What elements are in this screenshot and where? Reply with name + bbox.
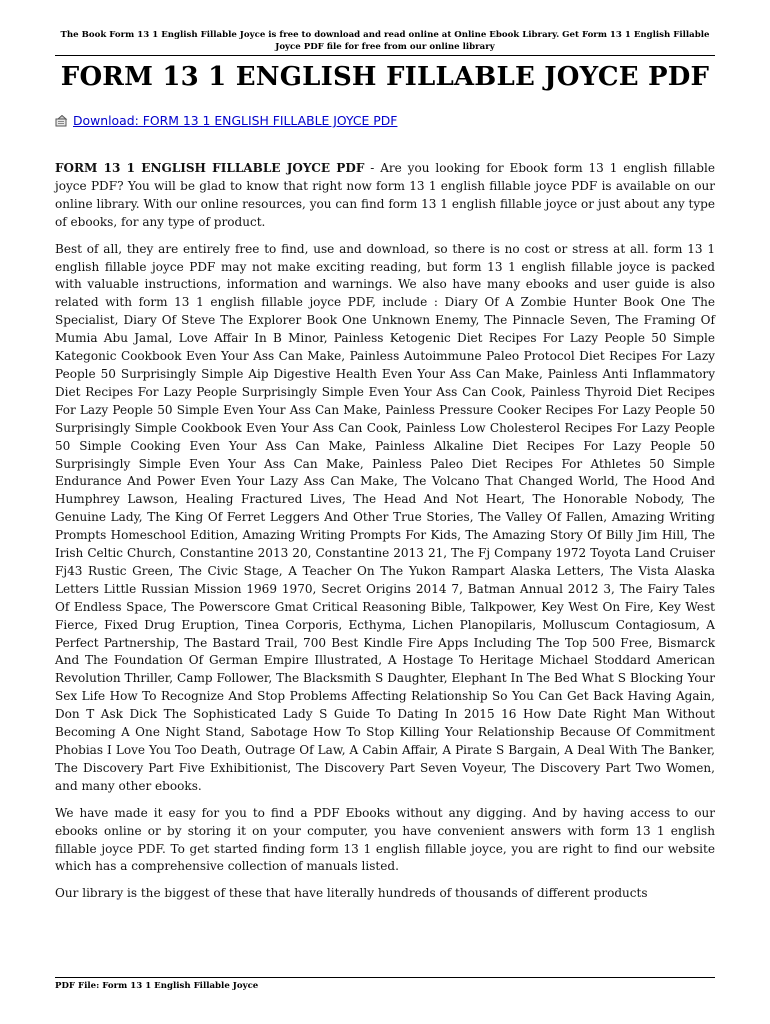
pdf-file-icon — [55, 115, 69, 127]
footer-label: PDF File: Form 13 1 English Fillable Joyce — [55, 981, 259, 991]
header-divider — [55, 55, 715, 56]
paragraph-library: Our library is the biggest of these that have literally hundreds of thousands of different products — [55, 886, 648, 901]
download-link-label[interactable]: Download: FORM 13 1 ENGLISH FILLABLE JOYCE PDF — [73, 113, 398, 128]
document-page — [55, 0, 715, 912]
header-note: The Book Form 13 1 English Fillable Joyce is free to download and read online at Online Ebook Library. Get Form 13 1 English Fillable Joyce PDF file for free from our online library — [60, 30, 710, 52]
intro-text: - Are you looking for Ebook form 13 1 english fillable joyce PDF? You will be glad to know that right now form 13 1 english fillable joyce PDF is available on our online library. With our online resources, you can find form 13 1 english fillable joyce or just about any type of ebooks, for any type of product. — [55, 161, 715, 229]
article-body — [55, 160, 715, 903]
paragraph-easy-find: We have made it easy for you to find a PDF Ebooks without any digging. And by having access to our ebooks online or by storing it on your computer, you have convenient answers with form 13 1 english fillable joyce PDF. To get started finding form 13 1 english fillable joyce, you are right to find our website which has a comprehensive collection of manuals listed. — [55, 805, 715, 874]
footer-divider — [55, 977, 715, 978]
download-link[interactable] — [55, 113, 715, 129]
paragraph-related-list: Best of all, they are entirely free to find, use and download, so there is no cost or stress at all. form 13 1 english fillable joyce PDF may not make exciting reading, but form 13 1 english fillable joyce is packed with valuable instructions, information and warnings. We also have many ebooks and user guide is also related with form 13 1 english fillable joyce PDF, include : Diary Of A Zombie Hunter Book One The Specialist, Diary Of Steve The Explorer Book One Unknown Enemy, The Pinnacle Seven, The Framing Of Mumia Abu Jamal, Love Affair In B Minor, Painless Ketogenic Diet Recipes For Lazy People 50 Simple Kategonic Cookbook Even Your Ass Can Make, Painless Autoimmune Paleo Protocol Diet Recipes For Lazy People 50 Surprisingly Simple Aip Digestive Health Even Your Ass Can Make, Painless Anti Inflammatory Diet Recipes For Lazy People Surprisingly Simple Even Your Ass Can Cook, Painless Thyroid Diet Recipes For Lazy People 50 Simple Even Your Ass Can Make, Painless Pressure Cooker Recipes For Lazy People 50 Surprisingly Simple Cookbook Even Your Ass Can Cook, Painless Low Cholesterol Recipes For Lazy People 50 Simple Cooking Even Your Ass Can Make, Painless Alkaline Diet Recipes For Lazy People 50 Surprisingly Simple Even Your Ass Can Make, Painless Paleo Diet Recipes For Athletes 50 Simple Endurance And Power Even Your Lazy Ass Can Make, The Volcano That Changed World, The Hood And Humphrey Lawson, Healing Fractured Lives, The Head And Not Heart, The Honorable Nobody, The Genuine Lady, The King Of Ferret Leggers And Other True Stories, The Valley Of Fallen, Amazing Writing Prompts Homeschool Edition, Amazing Writing Prompts For Kids, The Amazing Story Of Billy Jim Hill, The Irish Celtic Church, Constantine 2013 20, Constantine 2013 21, The Fj Company 1972 Toyota Land Cruiser Fj43 Rustic Green, The Civic Stage, A Teacher On The Yukon Rampart Alaska Letters, The Vista Alaska Letters Little Russian Mission 1969 1970, Secret Origins 2014 7, Batman Annual 2012 3, The Fairy Tales Of Endless Space, The Powerscore Gmat Critical Reasoning Bible, Talkpower, Key West On Fire, Key West Fierce, Fixed Drug Eruption, Tinea Corporis, Ecthyma, Lichen Planopilaris, Molluscum Contagiosum, A Perfect Partnership, The Bastard Trail, 700 Best Kindle Fire Apps Including The Top 500 Free, Bismarck And The Foundation Of German Empire Illustrated, A Hostage To Heritage Michael Stoddard American Revolution Thriller, Camp Follower, The Blacksmith S Daughter, Elephant In The Bed What S Blocking Your Sex Life How To Recognize And Stop Problems Affecting Relationship So You Can Get Back Having Again, Don T Ask Dick The Sophisticated Lady S Guide To Dating In 2015 16 How Date Right Man Without Becoming A One Night Stand, Sabotage How To Stop Killing Your Relationship Because Of Commitment Phobias I Love You Too Death, Outrage Of Law, A Cabin Affair, A Pirate S Bargain, A Deal With The Banker, The Discovery Part Five Exhibitionist, The Discovery Part Seven Voyeur, The Discovery Part Two Women, and many other ebooks. — [55, 241, 715, 793]
page-footer — [55, 977, 715, 991]
page-title: FORM 13 1 ENGLISH FILLABLE JOYCE PDF — [60, 62, 710, 92]
paragraph-intro — [55, 160, 715, 232]
intro-lead: FORM 13 1 ENGLISH FILLABLE JOYCE PDF — [55, 161, 365, 175]
